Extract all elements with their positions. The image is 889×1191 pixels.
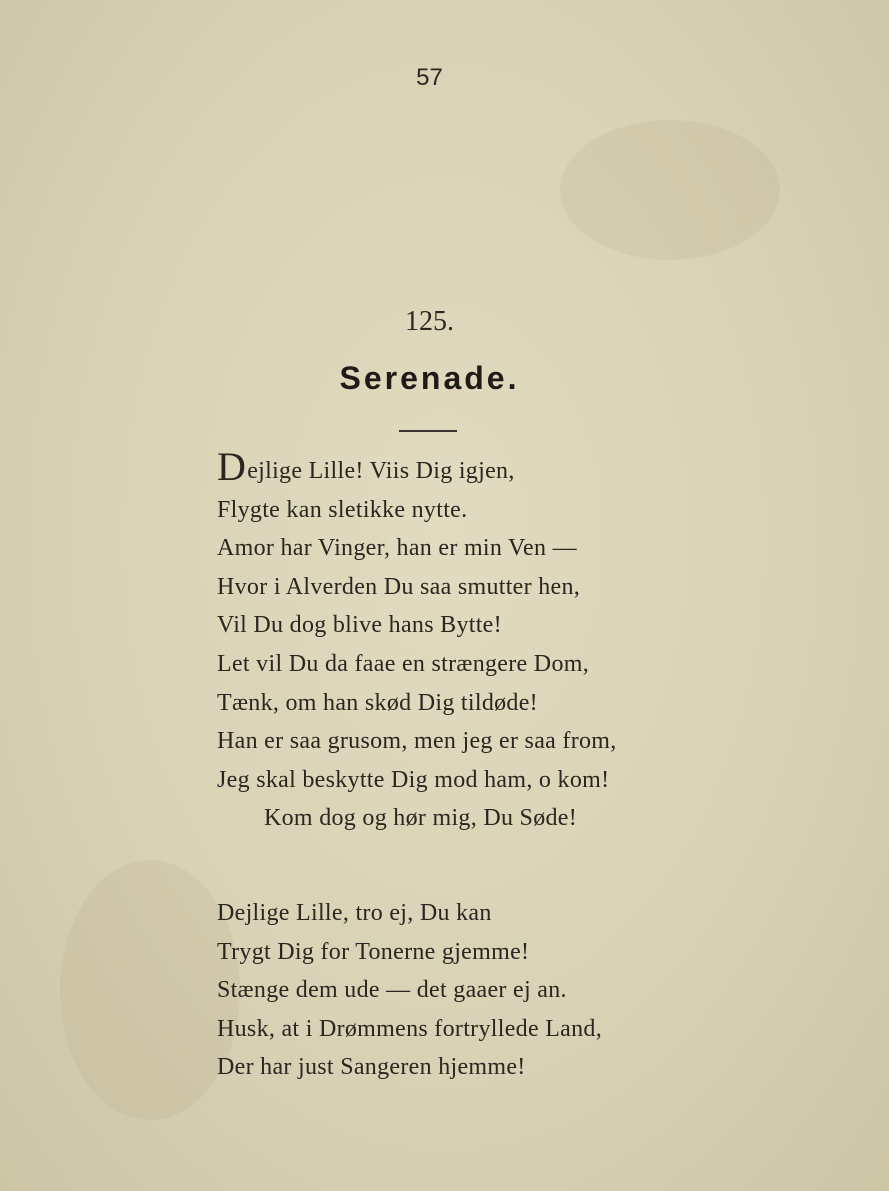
stanza — [217, 894, 602, 1087]
poem-line: Trygt Dig for Tonerne gjemme! — [217, 938, 530, 965]
poem-line: Han er saa grusom, men jeg er saa from, — [217, 728, 617, 755]
poem-line: Dejlige Lille, tro ej, Du kan — [217, 900, 492, 926]
poem-number: 125. — [405, 306, 454, 337]
poem-line: Kom dog og hør mig, Du Søde! — [264, 805, 578, 832]
poem-line: Let vil Du da faae en strængere Dom, — [217, 650, 590, 677]
poem-line: Jeg skal beskytte Dig mod ham, o kom! — [217, 766, 610, 793]
poem-line — [217, 444, 617, 491]
poem-title: Serenade. — [339, 360, 520, 396]
title-divider — [399, 430, 457, 432]
paper-stain — [560, 120, 780, 260]
poem-line: Vil Du dog blive hans Bytte! — [217, 612, 502, 639]
poem-line: Hvor i Alverden Du saa smutter hen, — [217, 573, 581, 600]
poem-line-text: ejlige Lille! Viis Dig igjen, — [247, 458, 515, 484]
stanza — [217, 444, 617, 838]
poem-line: Stænge dem ude — det gaaer ej an. — [217, 977, 567, 1004]
paper-stain — [60, 860, 240, 1120]
poem-line: Amor har Vinger, han er min Ven — — [217, 535, 577, 562]
poem-line: Husk, at i Drømmens fortryllede Land, — [217, 1015, 603, 1042]
drop-cap: D — [217, 444, 247, 489]
poem-line: Tænk, om han skød Dig tildøde! — [217, 689, 538, 716]
page-number: 57 — [416, 64, 443, 91]
poem-line: Der har just Sangeren hjemme! — [217, 1054, 526, 1081]
poem-line: Flygte kan sletikke nytte. — [217, 496, 468, 523]
